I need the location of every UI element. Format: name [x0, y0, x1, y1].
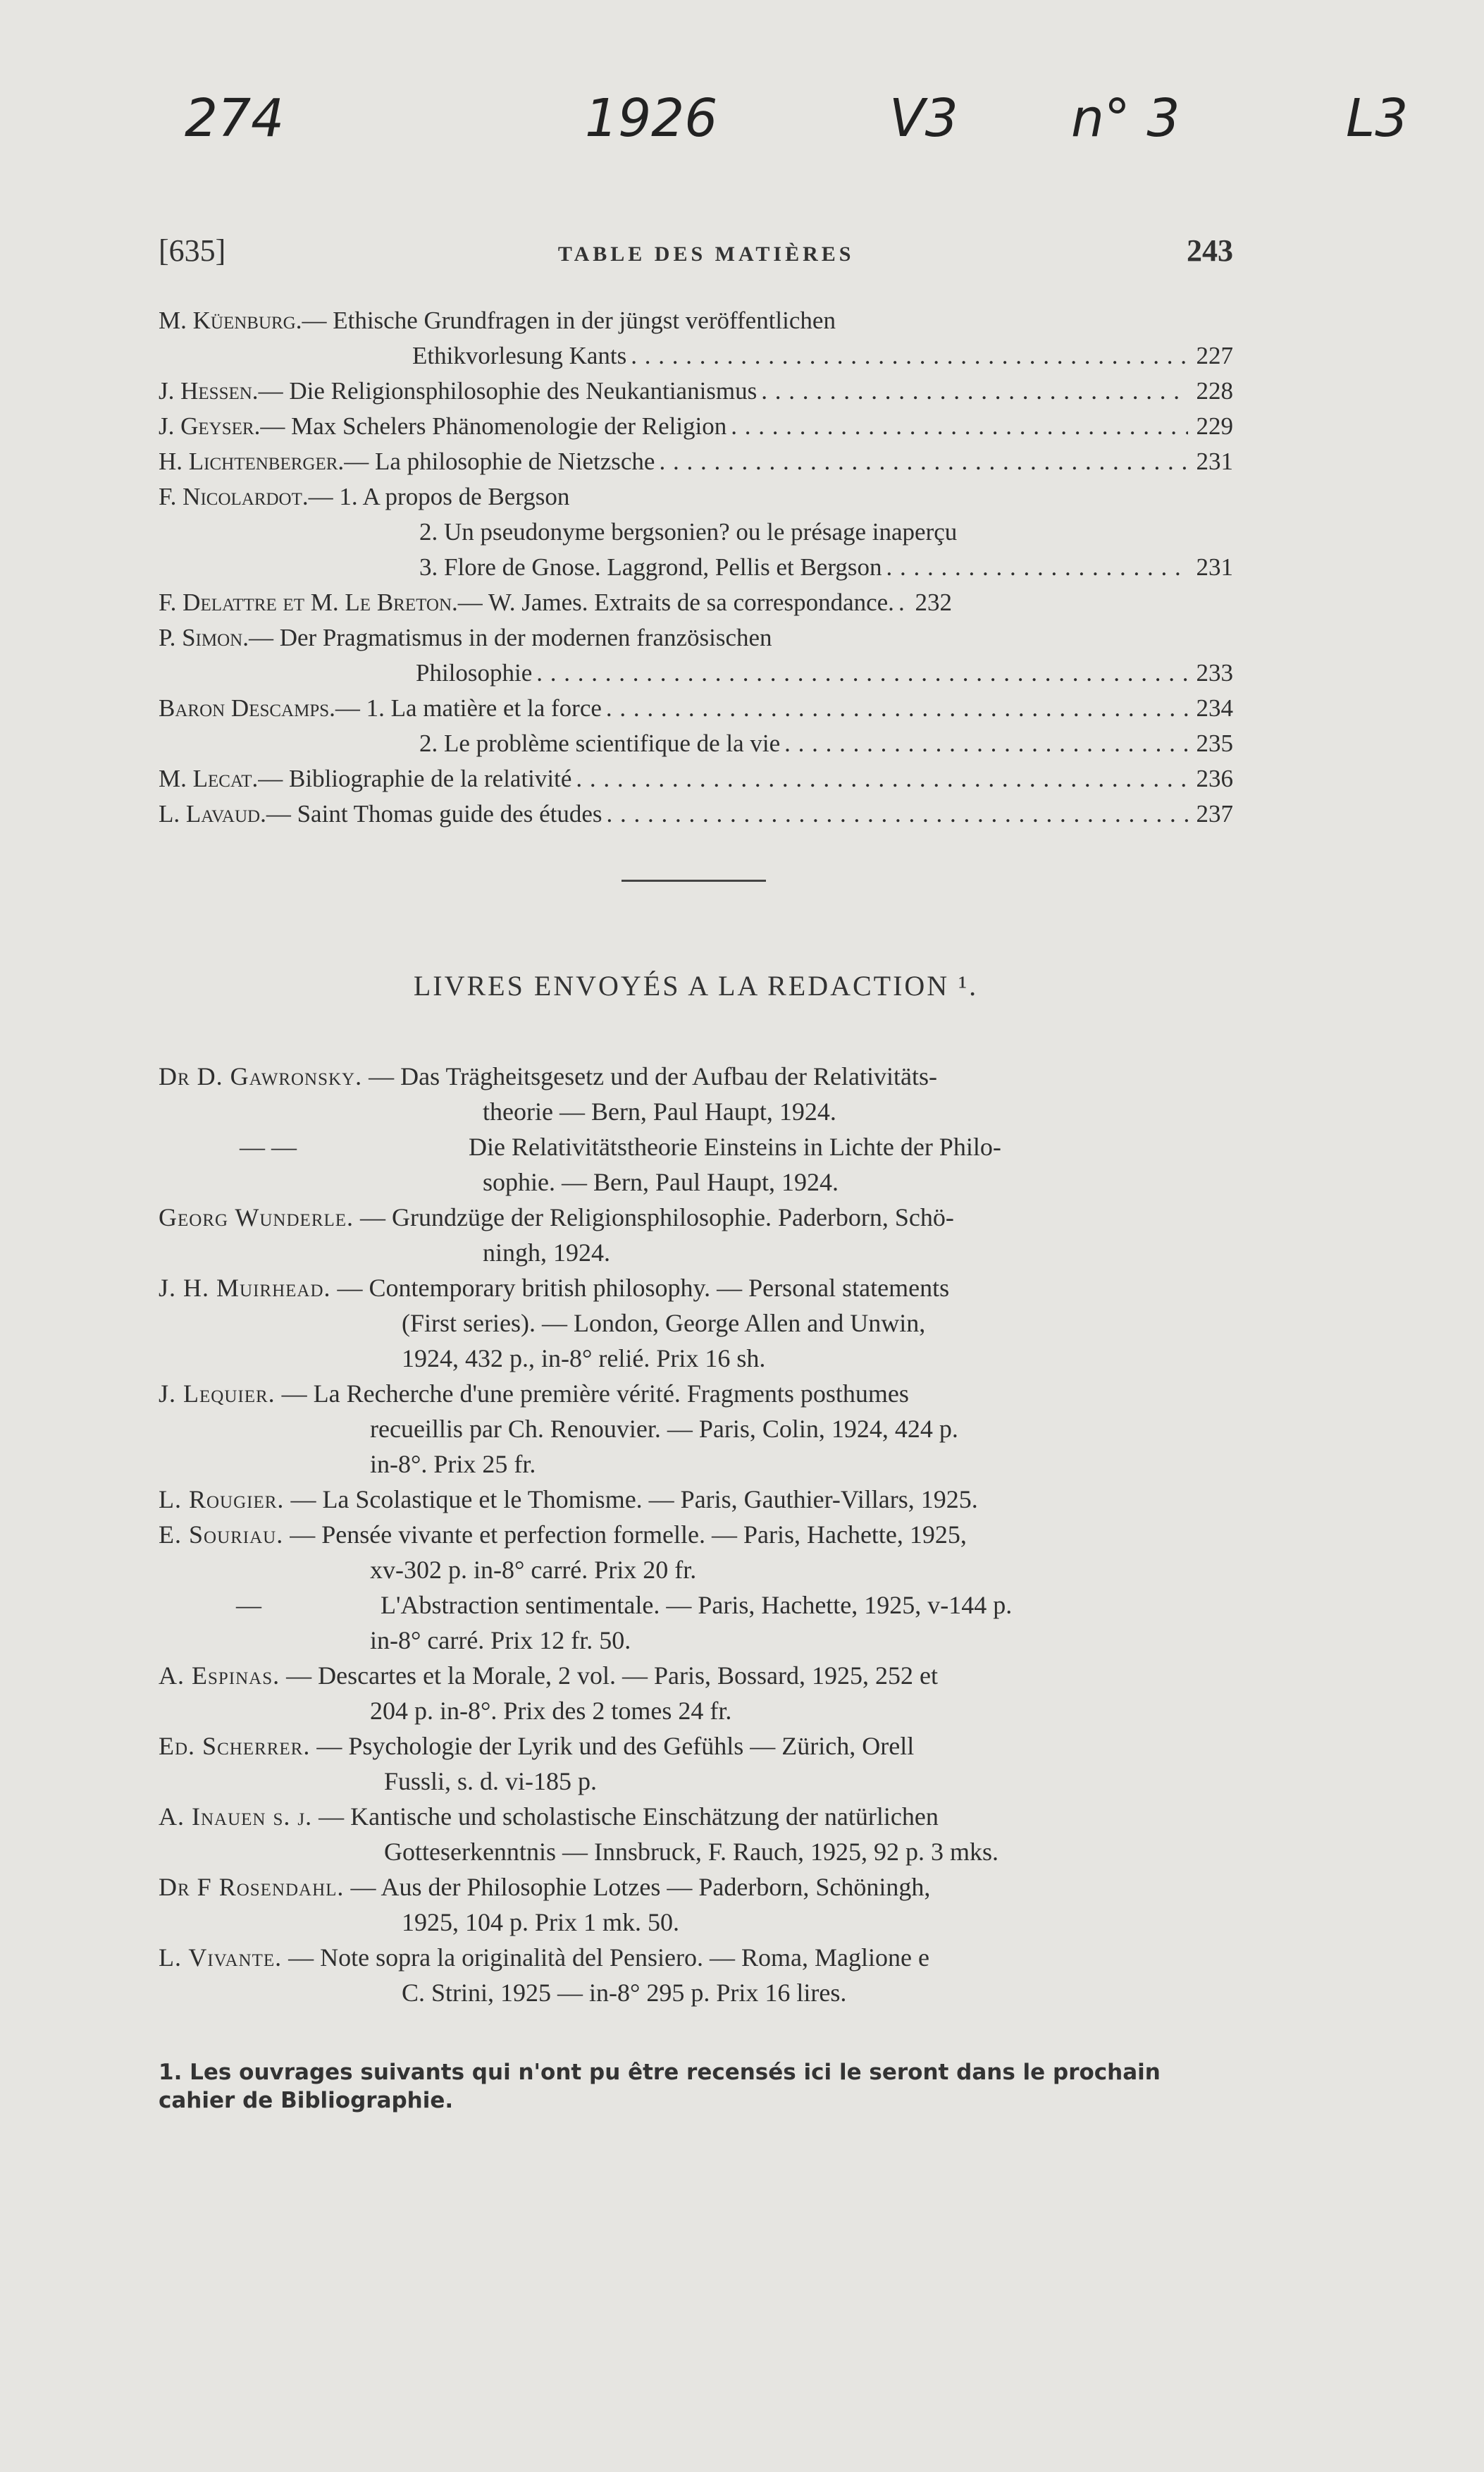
toc-entry-continuation: Philosophie . . . 233	[416, 656, 1233, 691]
toc-entry: P. Simon. — Der Pragmatismus in der modernen französischen	[159, 624, 772, 651]
book-entry-continuation: xv-302 p. in-8° carré. Prix 20 fr.	[370, 1556, 697, 1584]
book-entry-continuation: in-8° carré. Prix 12 fr. 50.	[370, 1626, 631, 1654]
toc-subentry: 2. Le problème scientifique de la vie . . . 235	[419, 726, 1233, 761]
book-entry: Ed. Scherrer. — Psychologie der Lyrik und des Gefühls — Zürich, Orell	[159, 1732, 915, 1760]
book-entry: A. Espinas. — Descartes et la Morale, 2 vol. — Paris, Bossard, 1925, 252 et	[159, 1661, 938, 1690]
book-entry: — — Die Relativitätstheorie Einsteins in Lichte der Philo-	[240, 1133, 1001, 1161]
book-entry: — L'Abstraction sentimentale. — Paris, Hachette, 1925, v-144 p.	[236, 1591, 1013, 1619]
toc-entry: Baron Descamps. — 1. La matière et la force . . . 234	[159, 691, 1233, 726]
toc-entry: J. Geyser. — Max Schelers Phänomenologie der Religion . . . 229	[159, 409, 1233, 444]
handwritten-volume: V3	[889, 88, 958, 149]
page-number: 243	[1187, 233, 1233, 268]
table-of-contents	[159, 303, 1233, 832]
page-title: TABLE DES MATIÈRES	[557, 242, 855, 266]
footnote: 1. Les ouvrages suivants qui n'ont pu être recensés ici le seront dans le prochain cahier de Bibliographie.	[159, 2060, 1161, 2113]
book-entry: A. Inauen s. j. — Kantische und scholastische Einschätzung der natürlichen	[159, 1802, 939, 1831]
book-entry-continuation: in-8°. Prix 25 fr.	[370, 1450, 536, 1478]
book-entry: J. Lequier. — La Recherche d'une première vérité. Fragments posthumes	[159, 1379, 909, 1408]
toc-entry: M. Lecat. — Bibliographie de la relativité . . . 236	[159, 761, 1233, 797]
toc-entry: H. Lichtenberger. — La philosophie de Nietzsche . . . 231	[159, 444, 1233, 479]
toc-entry: M. Küenburg. — Ethische Grundfragen in der jüngst veröffentlichen	[159, 307, 836, 334]
toc-entry-continuation: Ethikvorlesung Kants . . . 227	[412, 338, 1233, 374]
book-entry: L. Vivante. — Note sopra la originalità del Pensiero. — Roma, Maglione e	[159, 1943, 929, 1972]
book-entry-continuation: (First series). — London, George Allen and Unwin,	[402, 1309, 926, 1337]
books-list	[159, 1059, 1233, 2010]
handwritten-issue: n° 3	[1071, 88, 1180, 149]
book-entry-continuation: theorie — Bern, Paul Haupt, 1924.	[483, 1097, 836, 1126]
toc-entry: F. Delattre et M. Le Breton. — W. James. Extraits de sa correspondance. . . . 232	[159, 585, 1233, 620]
book-entry-continuation: 204 p. in-8°. Prix des 2 tomes 24 fr.	[370, 1697, 732, 1725]
section-heading: LIVRES ENVOYÉS A LA REDACTION ¹.	[413, 970, 979, 1002]
book-entry: Dr D. Gawronsky. — Das Trägheitsgesetz und der Aufbau der Relativitäts-	[159, 1062, 937, 1090]
toc-subentry: 3. Flore de Gnose. Laggrond, Pellis et Bergson . . . 231	[419, 550, 1233, 585]
book-entry-continuation: recueillis par Ch. Renouvier. — Paris, Colin, 1924, 424 p.	[370, 1415, 958, 1443]
book-entry: E. Souriau. — Pensée vivante et perfection formelle. — Paris, Hachette, 1925,	[159, 1520, 967, 1549]
section-divider	[622, 880, 766, 882]
book-entry-continuation: ningh, 1924.	[483, 1238, 611, 1267]
book-entry: Georg Wunderle. — Grundzüge der Religionsphilosophie. Paderborn, Schö-	[159, 1203, 954, 1231]
handwritten-number-1: 274	[185, 88, 285, 149]
toc-entry: F. Nicolardot. — 1. A propos de Bergson	[159, 483, 570, 510]
book-entry: Dr F Rosendahl. — Aus der Philosophie Lotzes — Paderborn, Schöningh,	[159, 1873, 931, 1901]
handwritten-year: 1926	[585, 88, 718, 149]
book-entry-continuation: 1925, 104 p. Prix 1 mk. 50.	[402, 1908, 680, 1936]
book-entry-continuation: Gotteserkenntnis — Innsbruck, F. Rauch, 1925, 92 p. 3 mks.	[384, 1838, 999, 1866]
book-entry: L. Rougier. — La Scolastique et le Thomisme. — Paris, Gauthier-Villars, 1925.	[159, 1485, 978, 1513]
handwritten-code: L3	[1346, 88, 1409, 149]
toc-entry: L. Lavaud. — Saint Thomas guide des études . . . 237	[159, 797, 1233, 832]
book-entry-continuation: Fussli, s. d. vi-185 p.	[384, 1767, 598, 1795]
book-entry-continuation: sophie. — Bern, Paul Haupt, 1924.	[483, 1168, 839, 1196]
toc-entry: J. Hessen. — Die Religionsphilosophie des Neukantianismus . . . 228	[159, 374, 1233, 409]
toc-subentry: 2. Un pseudonyme bergsonien? ou le présage inaperçu	[419, 518, 958, 546]
book-entry: J. H. Muirhead. — Contemporary british philosophy. — Personal statements	[159, 1274, 950, 1302]
book-entry-continuation: 1924, 432 p., in-8° relié. Prix 16 sh.	[402, 1344, 766, 1372]
book-entry-continuation: C. Strini, 1925 — in-8° 295 p. Prix 16 lires.	[402, 1979, 847, 2007]
page-reference: [635]	[159, 233, 226, 268]
running-header	[159, 233, 1233, 269]
